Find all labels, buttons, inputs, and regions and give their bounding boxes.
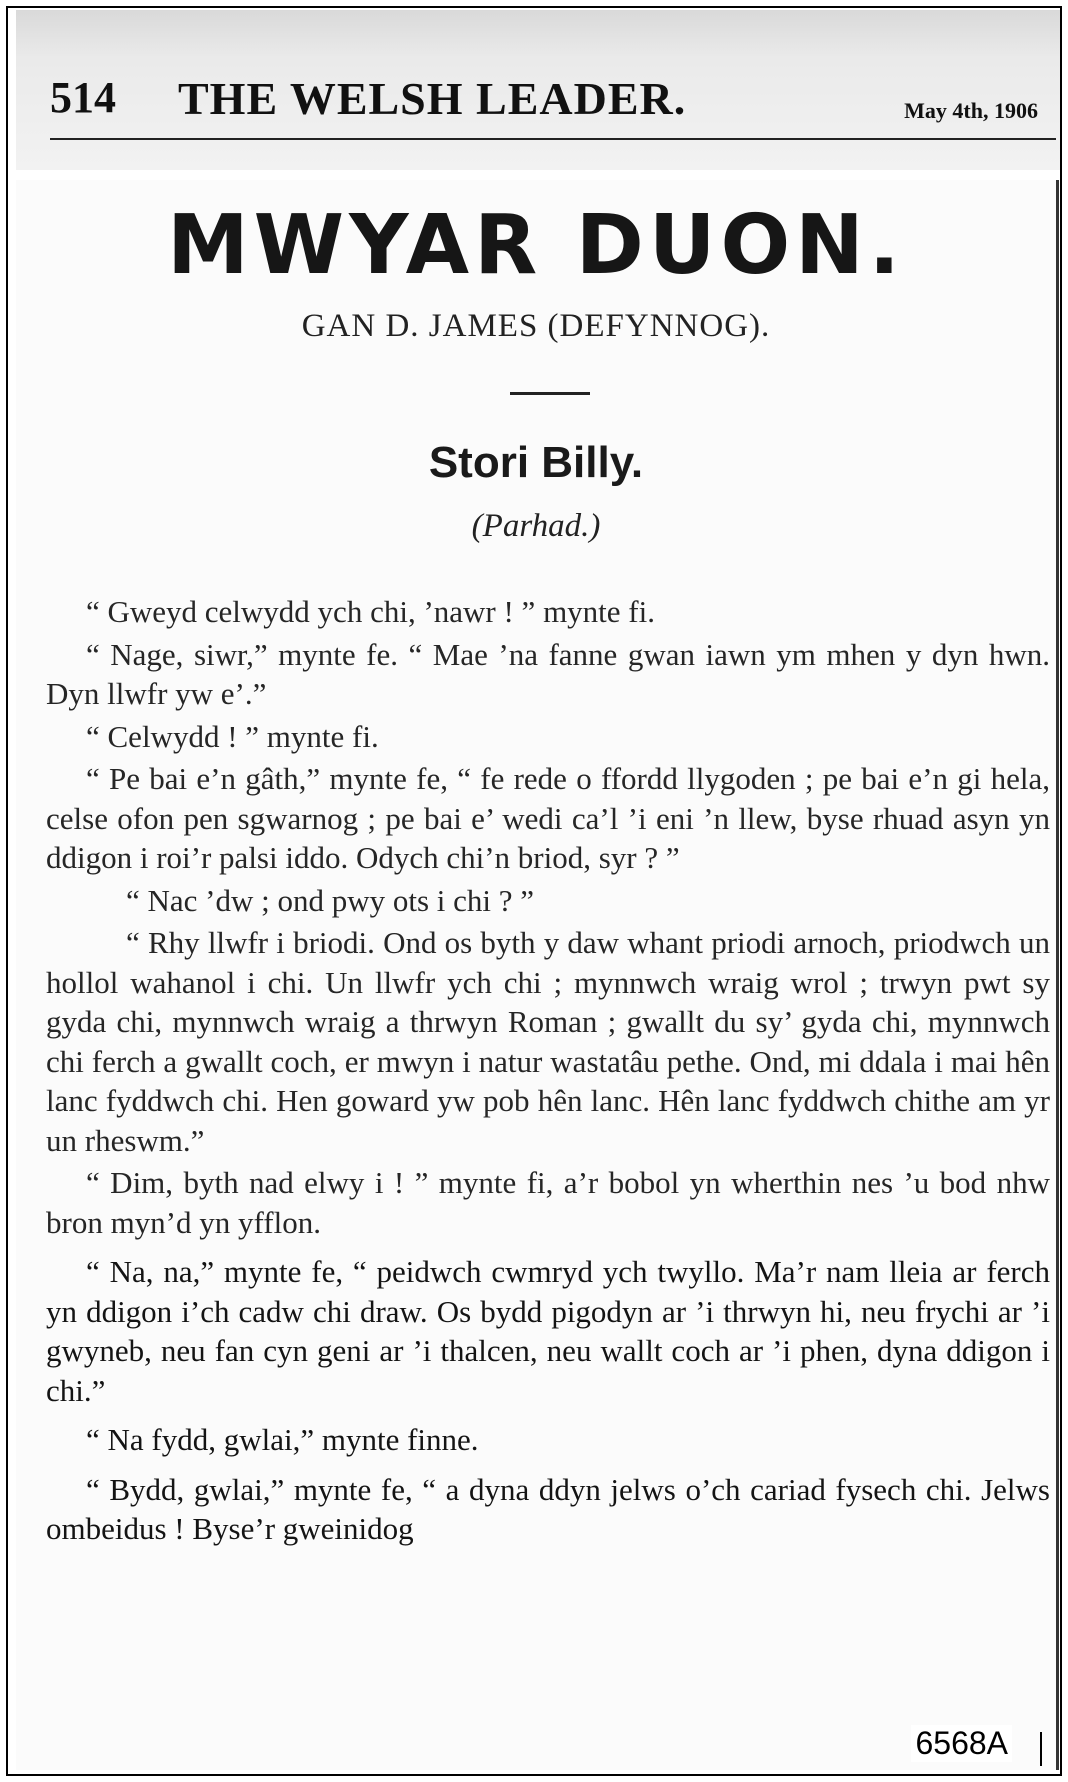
paragraph: “ Bydd, gwlai,” mynte fe, “ a dyna ddyn jelws o’ch cariad fysech chi. Jelws ombeidus ! Byse’r gweinidog (46, 1471, 1050, 1546)
paragraph: “ Na fydd, gwlai,” mynte finne. (86, 1422, 479, 1457)
newspaper-masthead (16, 10, 1060, 170)
paragraph: “ Nage, siwr,” mynte fe. “ Mae ’na fanne gwan iawn ym mhen y dyn hwn. Dyn llwfr yw e’.” (46, 636, 1050, 711)
paragraph: “ Pe bai e’n gâth,” mynte fe, “ fe rede o ffordd llygoden ; pe bai e’n gi hela, celse ofon pen sgwarnog ; pe bai e’ wedi ca’l ’i eni ’n llew, byse rhuad asyn yn ddigon i roi’r palsi iddo. Odych chi’n briod, syr ? ” (46, 761, 1050, 875)
story-title: Stori Billy. (428, 438, 644, 487)
masthead-rule (50, 138, 1056, 140)
paragraph: “ Celwydd ! ” mynte fi. (86, 718, 379, 754)
article-clipping (16, 180, 1059, 1770)
paragraph: “ Dim, byth nad elwy i ! ” mynte fi, a’r bobol yn wherthin nes ’u bod nhw bron myn’d yn yfflon. (46, 1165, 1050, 1240)
paragraph: “ Gweyd celwydd ych chi, ’nawr ! ” mynte fi. (86, 594, 655, 629)
article-body (46, 592, 1050, 1552)
section-divider (510, 392, 590, 395)
masthead-row (50, 72, 1050, 122)
article-byline: GAN D. JAMES (DEFYNNOG). (301, 308, 771, 344)
page-number: 514 (50, 73, 116, 122)
article-headline: MWYAR DUON. (167, 198, 905, 293)
continued-label: (Parhad.) (471, 508, 601, 544)
paragraph: “ Rhy llwfr i briodi. Ond os byth y daw whant priodi arnoch, priodwch un hollol wahanol i chi. Un llwfr ych chi ; mynnwch wraig wrol ; trwyn pwt sy gyda chi, mynnwch wraig a thrwyn Roman ; gwallt du sy’ gyda chi, mynnwch chi ferch a gwallt coch, er mwyn i natur wastatâu pethe. Ond, mi ddala i mai hên lanc fyddwch chi. Hen goward yw pob hên lanc. Hên lanc fyddwch chithe am yr un rheswm.” (46, 925, 1050, 1158)
issue-date: May 4th, 1906 (904, 98, 1038, 123)
catalog-number: 6568A (911, 1725, 1012, 1762)
newspaper-title: THE WELSH LEADER. (178, 73, 687, 124)
paragraph: “ Nac ’dw ; ond pwy ots i chi ? ” (126, 882, 535, 918)
corner-rule (1040, 1732, 1042, 1766)
page-frame (6, 6, 1062, 1776)
paragraph: “ Na, na,” mynte fe, “ peidwch cwmryd ych twyllo. Ma’r nam lleia ar ferch yn ddigon i’ch cadw chi draw. Os bydd pigodyn ar ’i thrwyn hi, neu frychi ar ’i gwyneb, neu fan cyn geni ar ’i thalcen, neu wallt coch ar ’i phen, dyna ddigon i chi.” (46, 1254, 1050, 1408)
